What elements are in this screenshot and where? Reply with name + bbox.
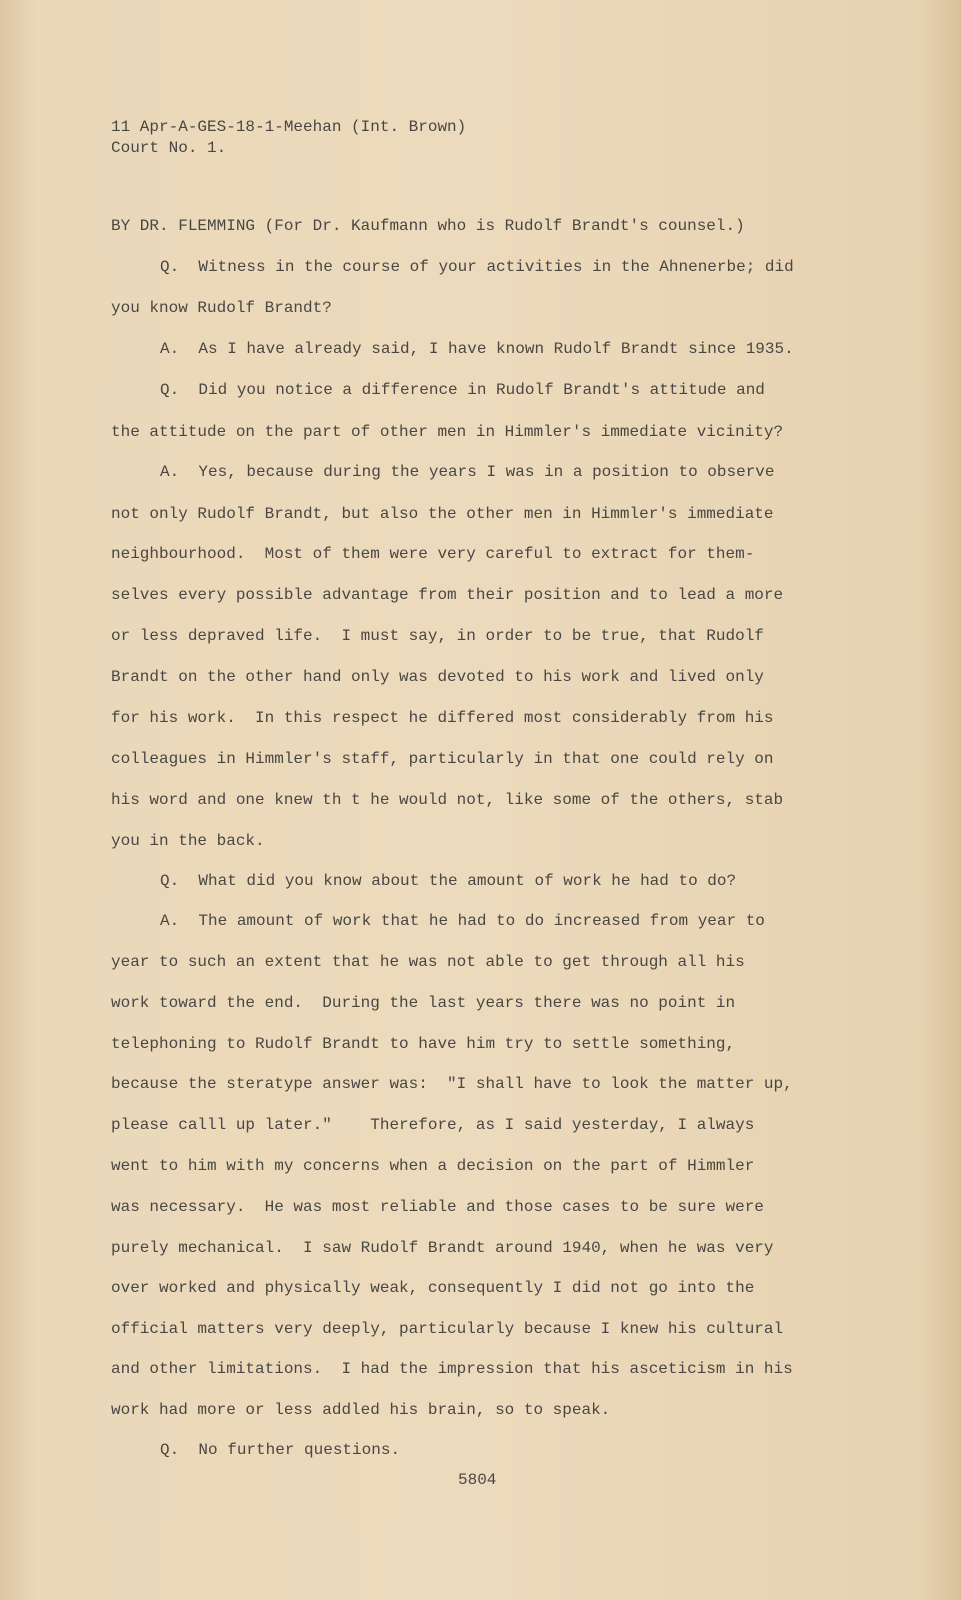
page-number: 5804 <box>458 1471 497 1489</box>
transcript-line: A. As I have already said, I have known Rudolf Brandt since 1935. <box>160 340 794 358</box>
transcript-line: Q. Witness in the course of your activities in the Ahnenerbe; did <box>160 258 794 276</box>
transcript-line: you in the back. <box>111 832 265 850</box>
transcript-line: was necessary. He was most reliable and those cases to be sure were <box>111 1198 764 1216</box>
transcript-line: Q. What did you know about the amount of work he had to do? <box>160 872 737 890</box>
transcript-line: A. The amount of work that he had to do increased from year to <box>160 912 765 930</box>
transcript-line: colleagues in Himmler's staff, particularly in that one could rely on <box>111 750 774 768</box>
transcript-line: Brandt on the other hand only was devoted to his work and lived only <box>111 668 764 686</box>
transcript-line: went to him with my concerns when a decision on the part of Himmler <box>111 1157 755 1175</box>
transcript-line: not only Rudolf Brandt, but also the other men in Himmler's immediate <box>111 505 774 523</box>
transcript-line: Q. Did you notice a difference in Rudolf Brandt's attitude and <box>160 381 765 399</box>
transcript-line: the attitude on the part of other men in Himmler's immediate vicinity? <box>111 423 784 441</box>
transcript-line: telephoning to Rudolf Brandt to have him try to settle something, <box>111 1035 736 1053</box>
transcript-line: because the steratype answer was: "I shall have to look the matter up, <box>111 1075 793 1093</box>
transcript-line: selves every possible advantage from their position and to lead a more <box>111 586 784 604</box>
transcript-line: or less depraved life. I must say, in order to be true, that Rudolf <box>111 627 764 645</box>
transcript-line: work had more or less addled his brain, so to speak. <box>111 1401 611 1419</box>
transcript-line: for his work. In this respect he differed most considerably from his <box>111 709 774 727</box>
transcript-line: please calll up later." Therefore, as I said yesterday, I always <box>111 1116 755 1134</box>
transcript-line: you know Rudolf Brandt? <box>111 299 332 317</box>
header-reference: 11 Apr-A-GES-18-1-Meehan (Int. Brown) <box>111 118 467 136</box>
transcript-line: A. Yes, because during the years I was in a position to observe <box>160 463 775 481</box>
transcript-line: purely mechanical. I saw Rudolf Brandt around 1940, when he was very <box>111 1239 774 1257</box>
transcript-line: over worked and physically weak, consequently I did not go into the <box>111 1279 755 1297</box>
examiner-heading: BY DR. FLEMMING (For Dr. Kaufmann who is Rudolf Brandt's counsel.) <box>111 217 745 235</box>
transcript-line: year to such an extent that he was not able to get through all his <box>111 953 745 971</box>
transcript-line: work toward the end. During the last years there was no point in <box>111 994 736 1012</box>
transcript-line: neighbourhood. Most of them were very careful to extract for them- <box>111 545 755 563</box>
transcript-line: official matters very deeply, particularly because I knew his cultural <box>111 1320 784 1338</box>
header-court: Court No. 1. <box>111 139 227 157</box>
transcript-line: his word and one knew th t he would not, like some of the others, stab <box>111 791 784 809</box>
transcript-line: and other limitations. I had the impression that his asceticism in his <box>111 1360 793 1378</box>
transcript-line: Q. No further questions. <box>160 1441 401 1459</box>
